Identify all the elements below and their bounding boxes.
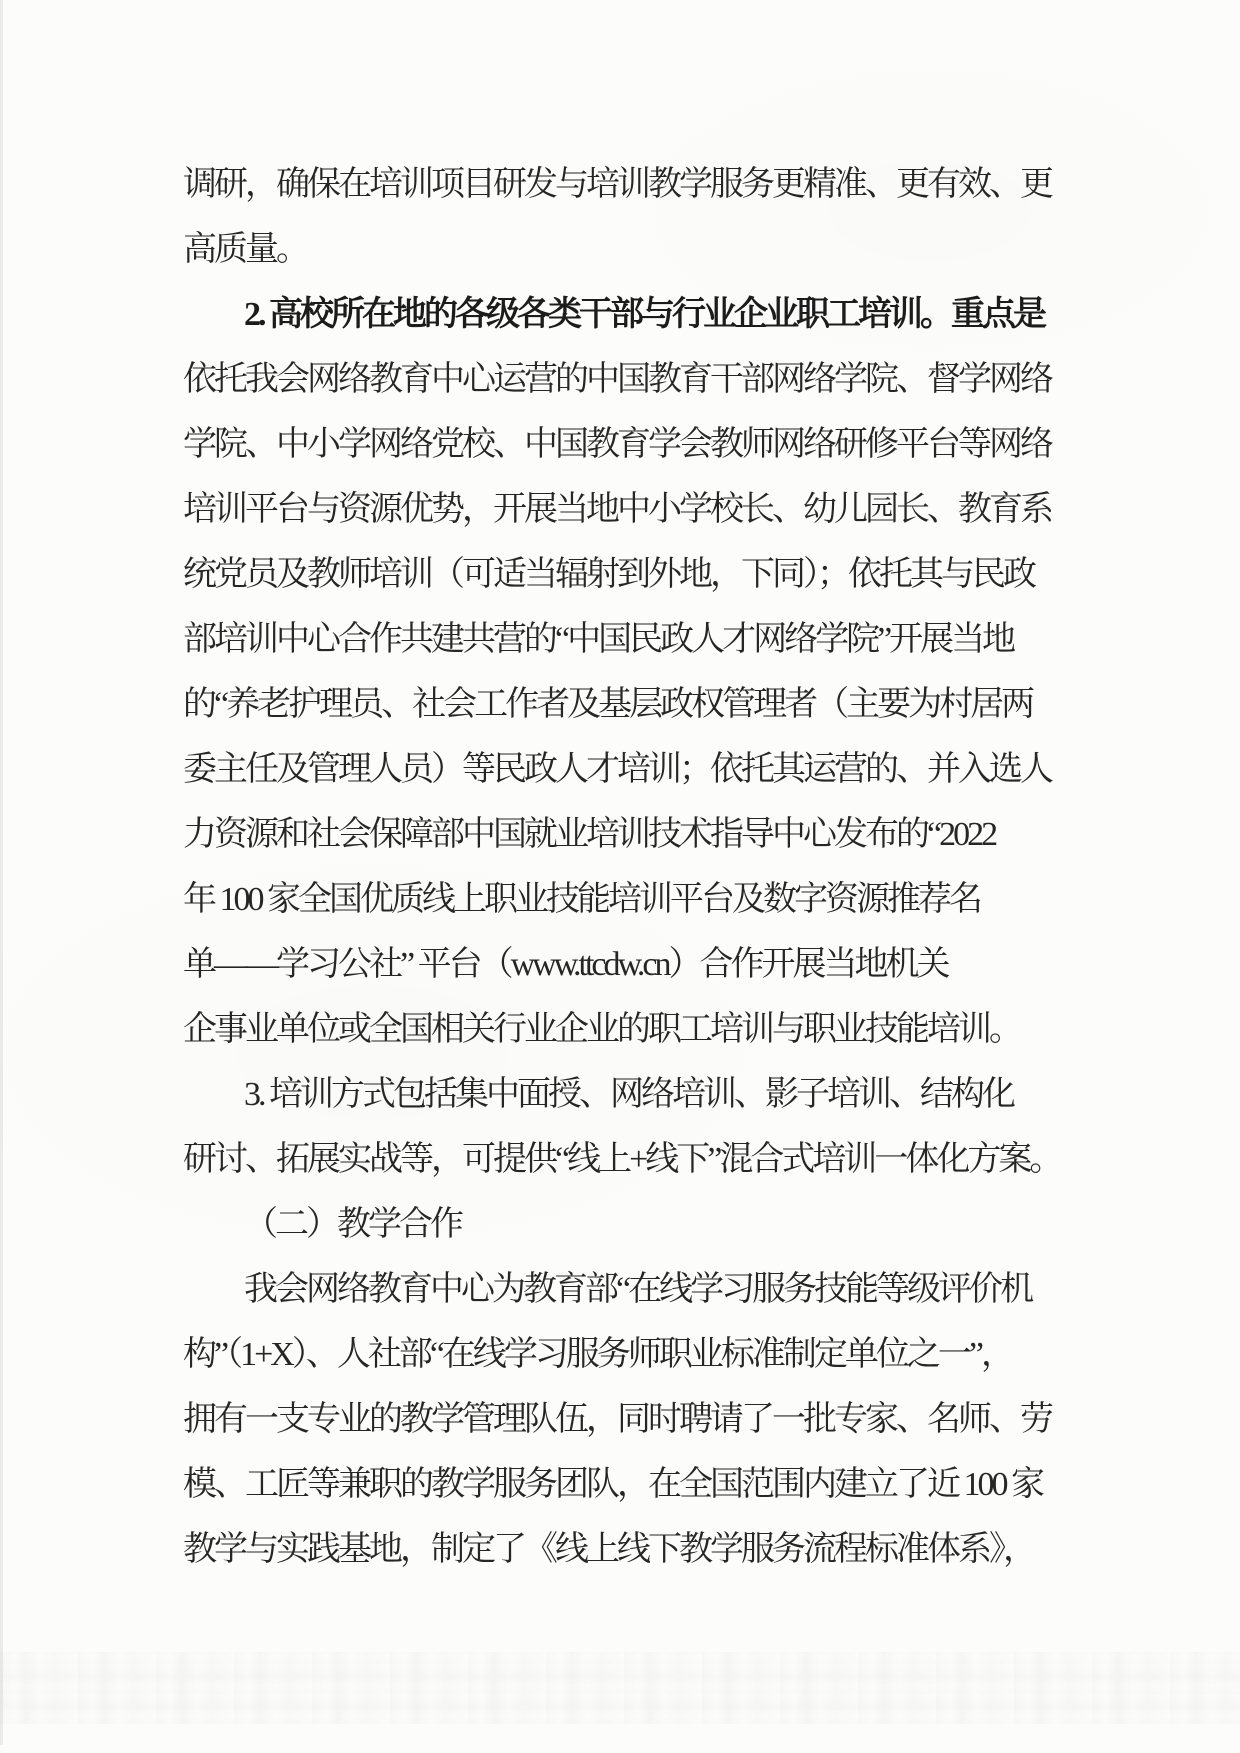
text-line: 企事业单位或全国相关行业企业的职工培训与职业技能培训。 (183, 1011, 1020, 1048)
text-line: 拥有一支专业的教学管理队伍，同时聘请了一批专家、名师、劳 (183, 1401, 1051, 1438)
text-line: 调研，确保在培训项目研发与培训教学服务更精准、更有效、更 (183, 166, 1051, 203)
text-line: 单——学习公社” 平台（www.ttcdw.cn）合作开展当地机关 (183, 946, 948, 983)
text-line: （二）教学合作 (244, 1206, 461, 1243)
text-line: 我会网络教育中心为教育部“在线学习服务技能等级评价机 (244, 1271, 1032, 1308)
text-line: 年 100 家全国优质线上职业技能培训平台及数字资源推荐名 (183, 881, 980, 918)
text-line: 构”（1+X）、人社部“在线学习服务师职业标准制定单位之一”， (183, 1336, 1012, 1373)
text-line: 模、工匠等兼职的教学服务团队，在全国范围内建立了近 100 家 (183, 1466, 1042, 1503)
text-line: 依托我会网络教育中心运营的中国教育干部网络学院、督学网络 (183, 361, 1051, 398)
scan-artifact-bottom-band (0, 1652, 1240, 1724)
text-line: 委主任及管理人员）等民政人才培训；依托其运营的、并入选人 (183, 751, 1051, 788)
text-line: 统党员及教师培训（可适当辐射到外地，下同）；依托其与民政 (183, 556, 1034, 593)
text-line: 教学与实践基地，制定了《线上线下教学服务流程标准体系》， (183, 1531, 1034, 1568)
text-line: 学院、中小学网络党校、中国教育学会教师网络研修平台等网络 (183, 426, 1051, 463)
scan-artifact-left-edge (0, 0, 3, 1745)
text-line: 2. 高校所在地的各级各类干部与行业企业职工培训。重点是 (244, 296, 1044, 333)
text-line: 研讨、拓展实战等，可提供“线上+线下”混合式培训一体化方案。 (183, 1141, 1061, 1178)
document-text-block (183, 152, 1063, 1582)
text-line: 高质量。 (183, 231, 307, 268)
text-line: 的“养老护理员、社会工作者及基层政权管理者（主要为村居两 (183, 686, 1033, 723)
text-line: 3. 培训方式包括集中面授、网络培训、影子培训、结构化 (244, 1076, 1013, 1113)
text-line: 力资源和社会保障部中国就业培训技术指导中心发布的“2022 (183, 816, 996, 853)
text-line: 部培训中心合作共建共营的“中国民政人才网络学院”开展当地 (183, 621, 1014, 658)
text-line: 培训平台与资源优势，开展当地中小学校长、幼儿园长、教育系 (183, 491, 1051, 528)
